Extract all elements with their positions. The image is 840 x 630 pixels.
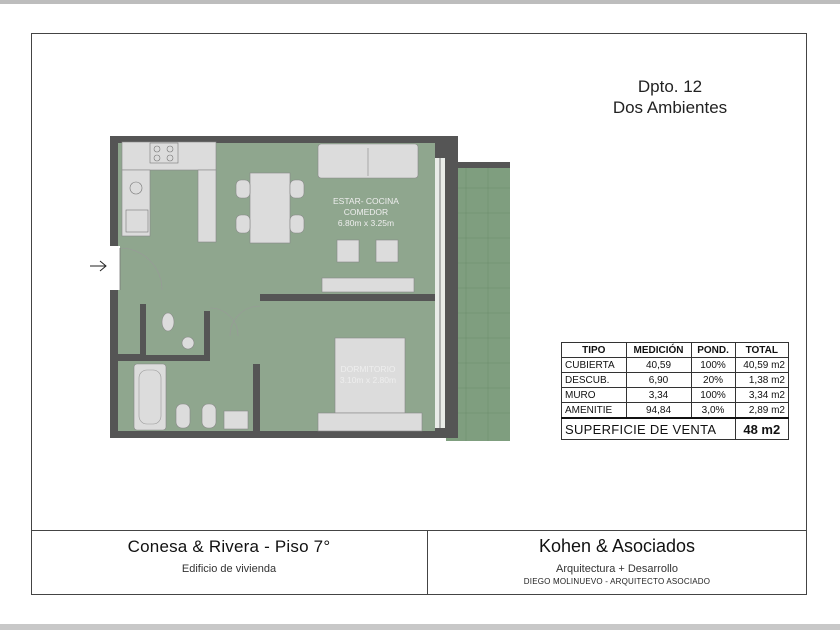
cell-total: 2,89 m2 [735,403,788,419]
cell-total: 3,34 m2 [735,388,788,403]
header-medicion: MEDICIÓN [626,343,691,358]
firm-name: Kohen & Asociados [538,536,696,556]
cell-pond: 100% [691,358,735,373]
living-room-dimensions: 6.80m x 3.25m [337,218,395,228]
top-border-band [0,0,840,4]
header-pond: POND. [691,343,735,358]
cell-pond: 3,0% [691,403,735,419]
area-table [561,342,789,440]
floor-plan [100,128,515,446]
cell-pond: 20% [691,373,735,388]
cell-tipo: CUBIERTA [562,358,627,373]
table-row [562,403,789,419]
table-row [562,388,789,403]
unit-number: Dpto. 12 [637,77,703,96]
total-row [562,418,789,440]
toilet-room [146,303,204,355]
table-row [562,373,789,388]
cell-medicion: 3,34 [626,388,691,403]
cell-tipo: MURO [562,388,627,403]
cell-medicion: 6,90 [626,373,691,388]
table-header-row [562,343,789,358]
unit-title [560,76,780,118]
firm-associate: DIEGO MOLINUEVO - ARQUITECTO ASOCIADO [523,577,711,586]
cell-total: 1,38 m2 [735,373,788,388]
table-row [562,358,789,373]
cell-tipo: DESCUB. [562,373,627,388]
cell-pond: 100% [691,388,735,403]
dining-table [250,173,290,243]
header-total: TOTAL [735,343,788,358]
project-type: Edificio de vivienda [181,563,277,575]
cell-medicion: 40,59 [626,358,691,373]
cell-medicion: 94,84 [626,403,691,419]
bedroom-name: DORMITORIO [340,364,396,374]
living-room-name-2: COMEDOR [343,207,389,217]
entrance-arrow-icon [88,259,110,273]
living-room-name: ESTAR- COCINA [333,196,399,206]
cell-total: 40,59 m2 [735,358,788,373]
cell-tipo: AMENITIE [562,403,627,419]
firm-tagline: Arquitectura + Desarrollo [556,563,678,575]
total-value: 48 m2 [735,418,788,440]
project-address: Conesa & Rivera - Piso 7° [127,537,331,556]
unit-type: Dos Ambientes [612,98,728,117]
header-tipo: TIPO [562,343,627,358]
bedroom-dimensions: 3.10m x 2.80m [339,375,397,385]
total-label: SUPERFICIE DE VENTA [562,418,736,440]
bottom-border-band [0,624,840,630]
